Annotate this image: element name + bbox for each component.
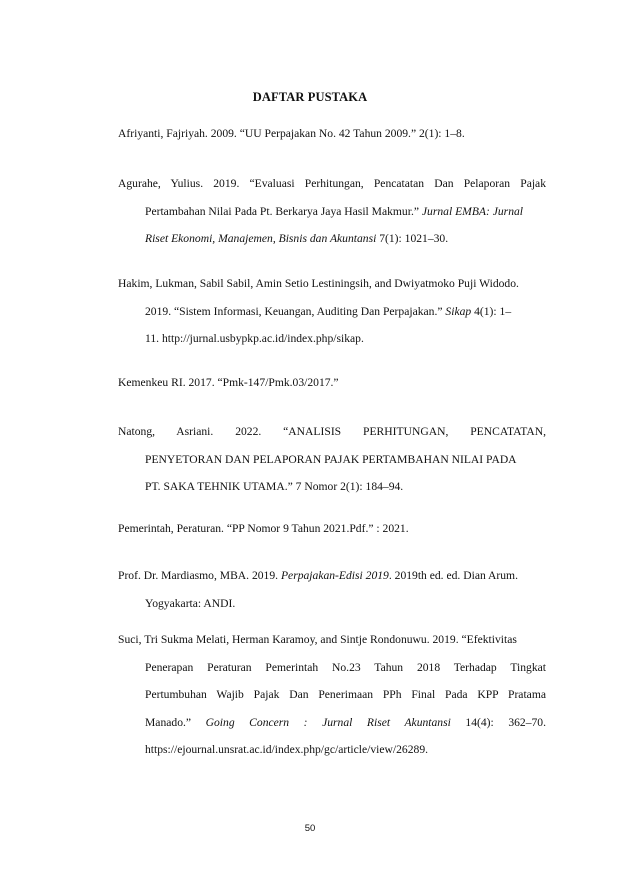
journal-title: Jurnal EMBA: Jurnal: [421, 204, 524, 218]
reference-line: [118, 270, 546, 298]
reference-text: Suci, Tri Sukma Melati, Herman Karamoy, and Sintje Rondonuwu. 2019. “Efektivitas: [118, 633, 517, 646]
reference-line: [118, 562, 546, 590]
reference-entry: [118, 418, 546, 501]
reference-url: https://ejournal.unsrat.ac.id/index.php/gc/article/view/26289.: [145, 743, 429, 756]
journal-title: Riset Ekonomi, Manajemen, Bisnis dan Akuntansi: [145, 232, 377, 245]
reference-line: [118, 325, 546, 353]
book-title: Perpajakan-Edisi 2019: [280, 569, 389, 582]
reference-line: [118, 298, 546, 326]
reference-line: [118, 590, 546, 618]
reference-line: [118, 418, 546, 446]
reference-text: Agurahe, Yulius. 2019. “Evaluasi Perhitungan, Pencatatan Dan Pelaporan Pajak: [118, 177, 546, 190]
reference-text: Pemerintah, Peraturan. “PP Nomor 9 Tahun 2021.Pdf.” : 2021.: [118, 522, 409, 535]
reference-entry: [118, 369, 546, 397]
reference-text: 7(1): 1021–30.: [379, 232, 449, 245]
reference-text: Yogyakarta: ANDI.: [145, 596, 236, 610]
reference-line: [118, 681, 546, 709]
journal-title: Going Concern : Jurnal Riset Akuntansi: [205, 715, 451, 729]
reference-text: Natong, Asriani. 2022. “ANALISIS PERHITUNGAN, PENCATATAN,: [118, 425, 546, 438]
journal-title: Sikap: [445, 304, 472, 318]
reference-text: Afriyanti, Fajriyah. 2009. “UU Perpajakan No. 42 Tahun 2009.” 2(1): 1–8.: [118, 127, 465, 140]
reference-line: [118, 654, 546, 682]
reference-entry: [118, 170, 546, 253]
reference-line: [118, 515, 546, 543]
reference-text: 2019. “Sistem Informasi, Keuangan, Auditing Dan Perpajakan.”: [145, 304, 443, 318]
reference-line: [118, 446, 546, 474]
reference-text: Manado.”: [145, 715, 192, 729]
reference-line: [118, 170, 546, 198]
reference-text: 14(4): 362–70.: [465, 715, 546, 729]
reference-line: [118, 120, 546, 148]
reference-text: Kemenkeu RI. 2017. “Pmk-147/Pmk.03/2017.”: [118, 376, 339, 389]
reference-text: 4(1): 1–: [474, 304, 512, 318]
reference-text: Hakim, Lukman, Sabil Sabil, Amin Setio Lestiningsih, and Dwiyatmoko Puji Widodo.: [118, 277, 519, 290]
reference-line: [118, 198, 546, 226]
reference-text: PENYETORAN DAN PELAPORAN PAJAK PERTAMBAHAN NILAI PADA: [145, 452, 517, 466]
reference-entry: [118, 562, 546, 617]
reference-line: [118, 473, 546, 501]
reference-entry: [118, 270, 546, 353]
reference-line: [118, 225, 546, 253]
reference-entry: [118, 515, 546, 543]
reference-line: [118, 626, 546, 654]
reference-entry: [118, 626, 546, 764]
reference-line: [118, 736, 546, 764]
reference-text: Pertumbuhan Wajib Pajak Dan Penerimaan PPh Final Pada KPP Pratama: [145, 688, 546, 701]
reference-text: Penerapan Peraturan Pemerintah No.23 Tahun 2018 Terhadap Tingkat: [145, 660, 546, 674]
reference-url: 11. http://jurnal.usbypkp.ac.id/index.php/sikap.: [145, 332, 364, 345]
reference-line: [118, 709, 546, 737]
page-number: 50: [304, 823, 316, 834]
reference-text: . 2019th ed. ed. Dian Arum.: [388, 569, 518, 582]
reference-entry: [118, 120, 546, 148]
page-title: DAFTAR PUSTAKA: [252, 90, 368, 104]
reference-line: [118, 369, 546, 397]
reference-text: PT. SAKA TEHNIK UTAMA.” 7 Nomor 2(1): 184–94.: [145, 480, 404, 493]
reference-text: Prof. Dr. Mardiasmo, MBA. 2019.: [118, 569, 279, 582]
reference-text: Pertambahan Nilai Pada Pt. Berkarya Jaya Hasil Makmur.”: [145, 204, 419, 218]
